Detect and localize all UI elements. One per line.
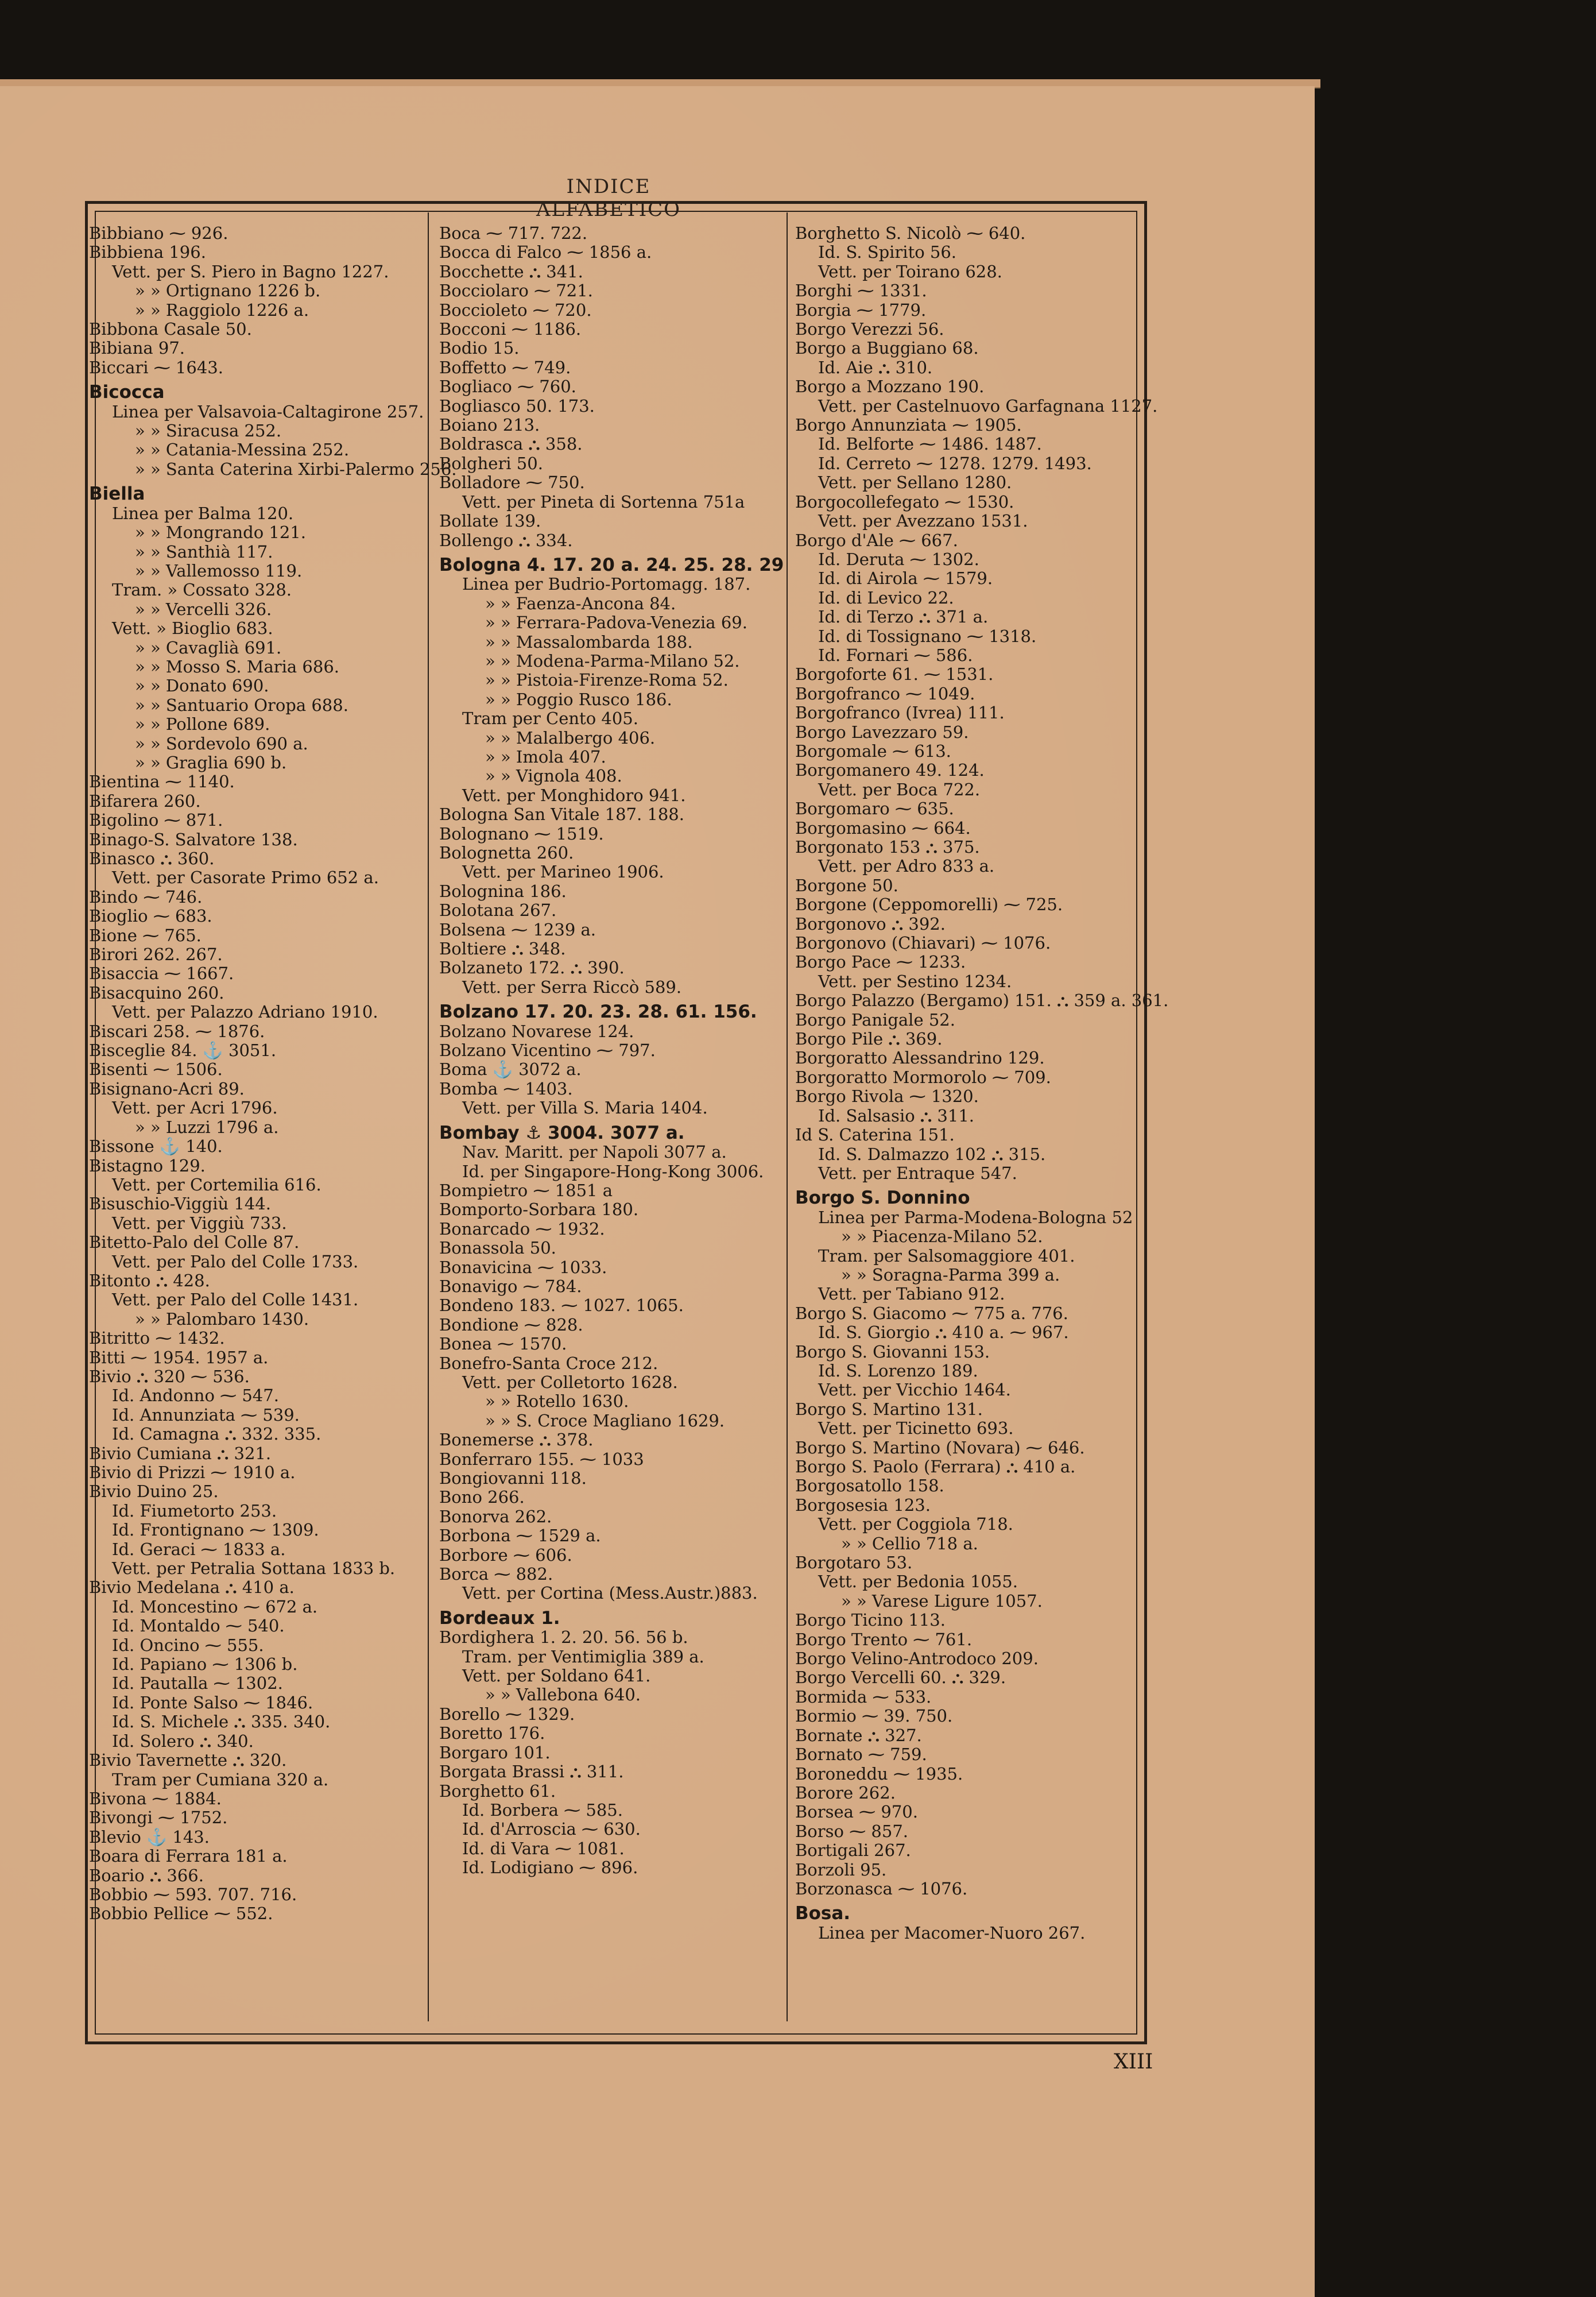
index-entry: » » Soragna-Parma 399 a. [841,1264,1060,1285]
index-entry: » » Santuario Oropa 688. [135,695,348,715]
index-entry: Borgo a Mozzano 190. [795,377,985,397]
index-entry: Bornato ⁓ 759. [795,1745,927,1765]
index-entry: Borgo Palazzo (Bergamo) 151. ⛬ 359 a. 361. [795,991,1169,1011]
index-entry: Bonassola 50. [439,1238,556,1258]
index-entry: Bisenti ⁓ 1506. [89,1059,223,1080]
index-entry: Borgo S. Donnino [795,1188,970,1209]
index-entry: » » Catania-Messina 252. [135,440,350,460]
index-entry: Bisuschio-Viggiù 144. [89,1194,271,1214]
index-entry: Bisaccia ⁓ 1667. [89,964,234,984]
index-entry: Bormida ⁓ 533. [795,1687,932,1707]
index-column-1 [89,223,457,1924]
index-entry: » » Sordevolo 690 a. [135,733,308,753]
index-entry: Id. d'Arroscia ⁓ 630. [462,1819,641,1839]
index-entry: Blevio ⚓ 143. [89,1827,210,1847]
index-entry: Borghetto S. Nicolò ⁓ 640. [795,223,1026,243]
index-entry: » » Pistoia-Firenze-Roma 52. [485,670,729,690]
index-entry: Bollate 139. [439,511,541,531]
index-entry: » » Luzzi 1796 a. [135,1117,279,1137]
index-entry: Id. Lodigiano ⁓ 896. [462,1858,638,1878]
index-entry: Id. S. Michele ⛬ 335. 340. [112,1712,331,1732]
index-entry: Bornate ⛬ 327. [795,1725,922,1745]
index-entry: Bobbio ⁓ 593. 707. 716. [89,1884,297,1904]
index-entry: Id. di Terzo ⛬ 371 a. [818,607,989,627]
index-entry: Bonavicina ⁓ 1033. [439,1257,607,1277]
index-entry: Borbore ⁓ 606. [439,1545,572,1565]
index-entry: » » Santhià 117. [135,542,273,562]
index-entry: Vett. per Bedonia 1055. [818,1572,1018,1592]
index-entry: » » Ferrara-Padova-Venezia 69. [485,613,747,633]
index-entry: Borgo Lavezzaro 59. [795,722,969,742]
index-entry: Id. Montaldo ⁓ 540. [112,1616,285,1636]
index-entry: Borgomanero 49. 124. [795,760,985,780]
index-entry: Vett. per S. Piero in Bagno 1227. [112,261,389,281]
index-entry: Bonferraro 155. ⁓ 1033 [439,1449,644,1469]
index-entry: Borgosatollo 158. [795,1476,944,1496]
index-entry: Vett. per Sestino 1234. [818,971,1012,991]
index-entry: Vett. » Bioglio 683. [112,618,273,639]
index-entry: Borgone (Ceppomorelli) ⁓ 725. [795,895,1063,915]
index-entry: Bivio Cumiana ⛬ 321. [89,1443,272,1463]
index-entry: Bolotana 267. [439,900,557,921]
index-entry: Bientina ⁓ 1140. [89,772,235,792]
index-entry: Borgoratto Mormorolo ⁓ 709. [795,1067,1051,1087]
index-entry: Borgo Panigale 52. [795,1010,955,1030]
index-entry: Id. Fornari ⁓ 586. [818,645,973,665]
index-entry: Bolognina 186. [439,881,567,901]
index-entry: Biccari ⁓ 1643. [89,357,223,377]
index-entry: Borgo a Buggiano 68. [795,338,979,358]
index-entry: » » Raggiolo 1226 a. [135,300,309,320]
index-entry: Borgo Annunziata ⁓ 1905. [795,415,1022,435]
index-entry: Vett. per Serra Riccò 589. [462,977,682,997]
index-entry: Bono 266. [439,1487,525,1507]
index-entry: Bologna San Vitale 187. 188. [439,805,684,825]
index-entry: » » Palombaro 1430. [135,1309,309,1329]
index-entry: » » Santa Caterina Xirbi-Palermo 256. [135,459,457,479]
index-entry: Vett. per Pineta di Sortenna 751a [462,492,745,512]
index-entry: Borgaro 101. [439,1742,551,1762]
index-entry: Vett. per Villa S. Maria 1404. [462,1098,708,1118]
index-entry: Boltiere ⛬ 348. [439,939,566,959]
index-entry: Vett. per Palo del Colle 1431. [112,1290,359,1310]
index-entry: Borgomasino ⁓ 664. [795,818,971,838]
index-entry: Bitonto ⛬ 428. [89,1270,210,1290]
index-entry: Id. Fiumetorto 253. [112,1501,277,1521]
index-entry: Vett. per Marineo 1906. [462,862,664,882]
index-entry: Vett. per Vicchio 1464. [818,1380,1011,1400]
index-entry: » » Vercelli 326. [135,599,272,619]
index-entry: Tram. » Cossato 328. [112,580,292,600]
index-entry: Bisacquino 260. [89,983,224,1003]
index-entry: Borgocollefegato ⁓ 1530. [795,492,1014,512]
index-entry: » » Ortignano 1226 b. [135,281,321,301]
index-entry: Borgo S. Giovanni 153. [795,1341,990,1362]
index-entry: Borgonato 153 ⛬ 375. [795,837,980,857]
index-entry: Id. Aie ⛬ 310. [818,357,933,377]
index-entry: Borgo S. Martino 131. [795,1399,983,1419]
index-entry: » » Donato 690. [135,676,269,696]
index-entry: Bormio ⁓ 39. 750. [795,1706,953,1726]
index-entry: Bodio 15. [439,338,520,358]
index-entry: Boiano 213. [439,415,540,435]
index-entry: Bolgheri 50. [439,453,543,473]
index-entry: Bibiana 97. [89,338,185,358]
index-entry: Bisceglie 84. ⚓ 3051. [89,1041,277,1061]
index-entry: Boara di Ferrara 181 a. [89,1846,288,1866]
index-entry: Vett. per Boca 722. [818,779,981,799]
index-entry: Borgomale ⁓ 613. [795,741,951,761]
index-entry: Bocconi ⁓ 1186. [439,319,582,339]
index-entry: Bolzaneto 172. ⛬ 390. [439,958,625,978]
index-entry: Vett. per Soldano 641. [462,1666,651,1686]
index-entry: Bonea ⁓ 1570. [439,1334,567,1354]
index-column-2 [439,223,784,1878]
index-entry: Id. per Singapore-Hong-Kong 3006. [462,1161,764,1181]
index-entry: » » Vallebona 640. [485,1685,641,1705]
index-entry: Id. Pautalla ⁓ 1302. [112,1673,283,1693]
index-entry: Bolzano 17. 20. 23. 28. 61. 156. [439,1001,757,1023]
index-entry: » » Mosso S. Maria 686. [135,656,339,676]
index-entry: Bivongi ⁓ 1752. [89,1808,228,1828]
index-entry: Bivio Medelana ⛬ 410 a. [89,1577,295,1598]
index-entry: Borgo Velino-Antrodoco 209. [795,1649,1039,1669]
index-entry: Borzoli 95. [795,1859,887,1880]
index-entry: Vett. per Petralia Sottana 1833 b. [112,1559,396,1579]
index-entry: Id. di Vara ⁓ 1081. [462,1838,625,1858]
index-entry: Borore 262. [795,1782,896,1803]
index-entry: Bonarcado ⁓ 1932. [439,1219,605,1239]
page-number: XIII [1114,2050,1153,2074]
index-entry: Borgomaro ⁓ 635. [795,799,954,819]
index-entry: Borsea ⁓ 970. [795,1802,918,1822]
index-entry: Bitetto-Palo del Colle 87. [89,1232,300,1252]
index-entry: Bobbio Pellice ⁓ 552. [89,1904,273,1924]
index-entry: Boario ⛬ 366. [89,1865,204,1885]
index-entry: Id. Salsasio ⛬ 311. [818,1105,974,1126]
index-entry: Boma ⚓ 3072 a. [439,1059,582,1080]
index-entry: Id. S. Dalmazzo 102 ⛬ 315. [818,1144,1046,1164]
index-entry: » » Mongrando 121. [135,523,306,543]
index-entry: Vett. per Entraque 547. [818,1163,1017,1183]
index-entry: Bogliaco ⁓ 760. [439,377,576,397]
index-entry: Borghi ⁓ 1331. [795,281,927,301]
index-entry: Vett. per Palo del Colle 1733. [112,1251,359,1271]
index-entry: Borgo Pace ⁓ 1233. [795,952,966,972]
index-entry: » » Poggio Rusco 186. [485,689,672,709]
index-entry: Vett. per Coggiola 718. [818,1514,1013,1534]
index-entry: Linea per Balma 120. [112,503,294,523]
index-entry: Id. Andonno ⁓ 547. [112,1386,279,1406]
index-entry: Bosa. [795,1903,851,1924]
index-entry: » » Malalbergo 406. [485,728,656,748]
index-entry: Id. S. Giorgio ⛬ 410 a. ⁓ 967. [818,1322,1069,1343]
index-entry: Bordighera 1. 2. 20. 56. 56 b. [439,1627,688,1648]
index-entry: Id. Belforte ⁓ 1486. 1487. [818,434,1042,454]
index-entry: Linea per Parma-Modena-Bologna 52 [818,1207,1133,1227]
index-entry: Borgo Trento ⁓ 761. [795,1629,973,1649]
index-entry: Bitti ⁓ 1954. 1957 a. [89,1347,269,1367]
index-entry: Linea per Valsavoia-Caltagirone 257. [112,401,424,421]
index-entry: Bibbona Casale 50. [89,319,252,339]
index-entry: Bonavigo ⁓ 784. [439,1276,582,1296]
index-entry: Bolzano Novarese 124. [439,1021,634,1041]
index-entry: Bibbiena 196. [89,242,206,262]
index-entry: Bondeno 183. ⁓ 1027. 1065. [439,1296,684,1316]
index-entry: Bissone ⚓ 140. [89,1136,223,1157]
index-entry: Id. Papiano ⁓ 1306 b. [112,1654,298,1675]
index-entry: Vett. per Acri 1796. [112,1098,278,1118]
index-entry: Bitritto ⁓ 1432. [89,1328,225,1348]
index-entry: Vett. per Avezzano 1531. [818,511,1028,531]
index-entry: Boretto 176. [439,1723,545,1743]
index-entry: Bivio di Prizzi ⁓ 1910 a. [89,1463,296,1482]
index-entry: Bollengo ⛬ 334. [439,530,573,550]
index-entry: Id. Annunziata ⁓ 539. [112,1405,300,1425]
index-entry: Borgo Pile ⛬ 369. [795,1029,943,1049]
index-entry: Id. Oncino ⁓ 555. [112,1635,264,1655]
index-entry: Bistagno 129. [89,1155,206,1175]
index-entry: Bongiovanni 118. [439,1468,587,1488]
index-entry: Bicocca [89,382,165,403]
index-entry: Binasco ⛬ 360. [89,849,215,868]
index-entry: » » Varese Ligure 1057. [841,1591,1043,1611]
index-entry: Bifarera 260. [89,791,201,811]
index-entry: Biella [89,484,145,505]
index-entry: Borgonovo ⛬ 392. [795,914,946,934]
index-entry: Vett. per Sellano 1280. [818,473,1012,493]
index-entry: Bocchette ⛬ 341. [439,261,583,281]
index-entry: Borgo Vercelli 60. ⛬ 329. [795,1668,1006,1688]
index-entry: Borgo Verezzi 56. [795,319,944,339]
index-entry: Id. Geraci ⁓ 1833 a. [112,1539,286,1559]
index-entry: Binago-S. Salvatore 138. [89,829,298,849]
index-entry: Vett. per Castelnuovo Garfagnana 1127. [818,396,1158,416]
index-entry: Id. S. Spirito 56. [818,242,957,262]
index-entry: Id. Ponte Salso ⁓ 1846. [112,1692,313,1712]
index-entry: » » Graglia 690 b. [135,752,287,772]
index-entry: Borgo S. Giacomo ⁓ 775 a. 776. [795,1303,1068,1323]
index-entry: Borghetto 61. [439,1781,556,1801]
index-entry: Id. Camagna ⛬ 332. 335. [112,1424,321,1444]
index-entry: Bolsena ⁓ 1239 a. [439,919,596,939]
index-entry: Boca ⁓ 717. 722. [439,223,588,243]
index-entry: Id S. Caterina 151. [795,1125,955,1145]
index-entry: Bolladore ⁓ 750. [439,473,585,493]
index-entry: Bortigali 267. [795,1840,911,1861]
index-entry: Bolzano Vicentino ⁓ 797. [439,1041,656,1061]
index-entry: Borgo S. Martino (Novara) ⁓ 646. [795,1437,1085,1457]
index-entry: Borbona ⁓ 1529 a. [439,1526,601,1546]
index-entry: » » S. Croce Magliano 1629. [485,1410,725,1430]
index-entry: Bonefro-Santa Croce 212. [439,1353,658,1373]
index-column-3 [795,223,1169,1943]
index-entry: Borgata Brassi ⛬ 311. [439,1762,624,1782]
index-entry: » » Vignola 408. [485,766,622,786]
index-entry: Bisignano-Acri 89. [89,1078,245,1099]
index-entry: Bocciolaro ⁓ 721. [439,281,593,301]
index-entry: Bibbiano ⁓ 926. [89,223,228,243]
index-entry: Borgonovo (Chiavari) ⁓ 1076. [795,933,1051,953]
index-entry: » » Imola 407. [485,747,606,767]
index-entry: Boroneddu ⁓ 1935. [795,1764,963,1784]
index-entry: Linea per Macomer-Nuoro 267. [818,1923,1086,1943]
index-entry: Tram per Cento 405. [462,709,638,729]
index-entry: » » Faenza-Ancona 84. [485,593,676,613]
index-entry: Borgosesia 123. [795,1495,931,1515]
index-entry: Vett. per Ticinetto 693. [818,1418,1014,1438]
index-entry: Vett. per Cortemilia 616. [112,1174,321,1194]
index-entry: Boldrasca ⛬ 358. [439,434,583,454]
index-entry: Id. Moncestino ⁓ 672 a. [112,1596,318,1617]
index-entry: Linea per Budrio-Portomagg. 187. [462,574,751,594]
index-entry: Bione ⁓ 765. [89,925,202,945]
index-entry: Bogliasco 50. 173. [439,396,595,416]
index-entry: Bonemerse ⛬ 378. [439,1430,594,1450]
index-entry: Borgofranco (Ivrea) 111. [795,703,1005,723]
index-entry: » » Siracusa 252. [135,421,282,441]
index-entry: Boccioleto ⁓ 720. [439,300,592,320]
index-entry: Id. di Tossignano ⁓ 1318. [818,626,1037,646]
index-entry: Bomporto-Sorbara 180. [439,1200,639,1220]
index-entry: Borso ⁓ 857. [795,1821,908,1841]
index-entry: Vett. per Casorate Primo 652 a. [112,868,379,888]
index-entry: Nav. Maritt. per Napoli 3077 a. [462,1142,727,1162]
index-entry: Borgia ⁓ 1779. [795,300,927,320]
column-divider-1 [428,212,429,2021]
index-entry: Tram per Cumiana 320 a. [112,1769,329,1789]
index-entry: » » Massalombarda 188. [485,632,693,652]
index-entry: Bonorva 262. [439,1506,552,1526]
index-entry: Borca ⁓ 882. [439,1564,553,1584]
index-entry: Bocca di Falco ⁓ 1856 a. [439,242,652,262]
index-entry: Bivona ⁓ 1884. [89,1788,222,1808]
index-entry: Borgo Rivola ⁓ 1320. [795,1086,979,1107]
index-entry: Vett. per Viggiù 733. [112,1213,287,1233]
index-entry: Birori 262. 267. [89,945,223,965]
index-entry: Borgotaro 53. [795,1553,913,1573]
index-entry: Borgo d'Ale ⁓ 667. [795,530,958,550]
index-entry: Id. Deruta ⁓ 1302. [818,549,979,569]
index-entry: Bologna 4. 17. 20 a. 24. 25. 28. 29 [439,554,784,575]
index-entry: » » Cellio 718 a. [841,1533,978,1553]
index-entry: Bivio Tavernette ⛬ 320. [89,1750,287,1770]
index-entry: Id. di Airola ⁓ 1579. [818,569,993,589]
index-entry: Id. Solero ⛬ 340. [112,1731,254,1751]
index-entry: Bolognetta 260. [439,843,574,863]
index-entry: Borgo Ticino 113. [795,1610,946,1630]
index-entry: Vett. per Palazzo Adriano 1910. [112,1002,378,1022]
index-entry: Biscari 258. ⁓ 1876. [89,1021,265,1041]
index-entry: Bolognano ⁓ 1519. [439,823,604,844]
index-entry: » » Pollone 689. [135,714,270,734]
index-entry: Borgo S. Paolo (Ferrara) ⛬ 410 a. [795,1457,1076,1476]
index-entry: Id. di Levico 22. [818,587,954,608]
index-entry: Bioglio ⁓ 683. [89,906,212,926]
index-entry: Bivio ⛬ 320 ⁓ 536. [89,1366,250,1386]
index-entry: Borgofranco ⁓ 1049. [795,683,975,703]
index-entry: » » Vallemosso 119. [135,560,303,581]
index-entry: » » Cavaglià 691. [135,637,282,658]
index-entry: Borgoratto Alessandrino 129. [795,1048,1045,1068]
index-entry: Vett. per Cortina (Mess.Austr.)883. [462,1583,758,1603]
index-entry: » » Rotello 1630. [485,1391,629,1412]
index-entry: Bombay ⚓ 3004. 3077 a. [439,1122,685,1143]
index-entry: Borgoforte 61. ⁓ 1531. [795,664,994,685]
index-entry: Bondione ⁓ 828. [439,1314,583,1335]
column-divider-2 [787,212,788,2021]
index-entry: Bindo ⁓ 746. [89,887,203,907]
index-entry: Vett. per Adro 833 a. [818,856,995,876]
index-entry: Bigolino ⁓ 871. [89,810,223,830]
index-entry: Id. Frontignano ⁓ 1309. [112,1520,319,1540]
index-entry: Tram. per Salsomaggiore 401. [818,1246,1075,1266]
index-entry: Borzonasca ⁓ 1076. [795,1878,968,1898]
index-entry: Bivio Duino 25. [89,1482,219,1502]
index-entry: Id. Cerreto ⁓ 1278. 1279. 1493. [818,453,1092,473]
index-entry: Vett. per Toirano 628. [818,261,1002,281]
index-entry: Vett. per Tabiano 912. [818,1284,1005,1304]
index-entry: » » Modena-Parma-Milano 52. [485,651,740,671]
index-entry: Boffetto ⁓ 749. [439,357,571,377]
index-entry: Borello ⁓ 1329. [439,1704,575,1724]
index-entry: Borgone 50. [795,875,898,895]
index-entry: Bompietro ⁓ 1851 a [439,1180,613,1200]
index-entry: Vett. per Colletorto 1628. [462,1372,678,1392]
index-entry: Id. S. Lorenzo 189. [818,1360,978,1380]
index-entry: Id. Borbera ⁓ 585. [462,1800,623,1820]
index-entry: Bordeaux 1. [439,1607,560,1629]
index-entry: Bomba ⁓ 1403. [439,1078,573,1099]
page-header: INDICE ALFABETICO [536,175,681,221]
index-entry: » » Piacenza-Milano 52. [841,1227,1043,1247]
index-entry: Tram. per Ventimiglia 389 a. [462,1646,704,1666]
index-entry: Vett. per Monghidoro 941. [462,785,686,805]
